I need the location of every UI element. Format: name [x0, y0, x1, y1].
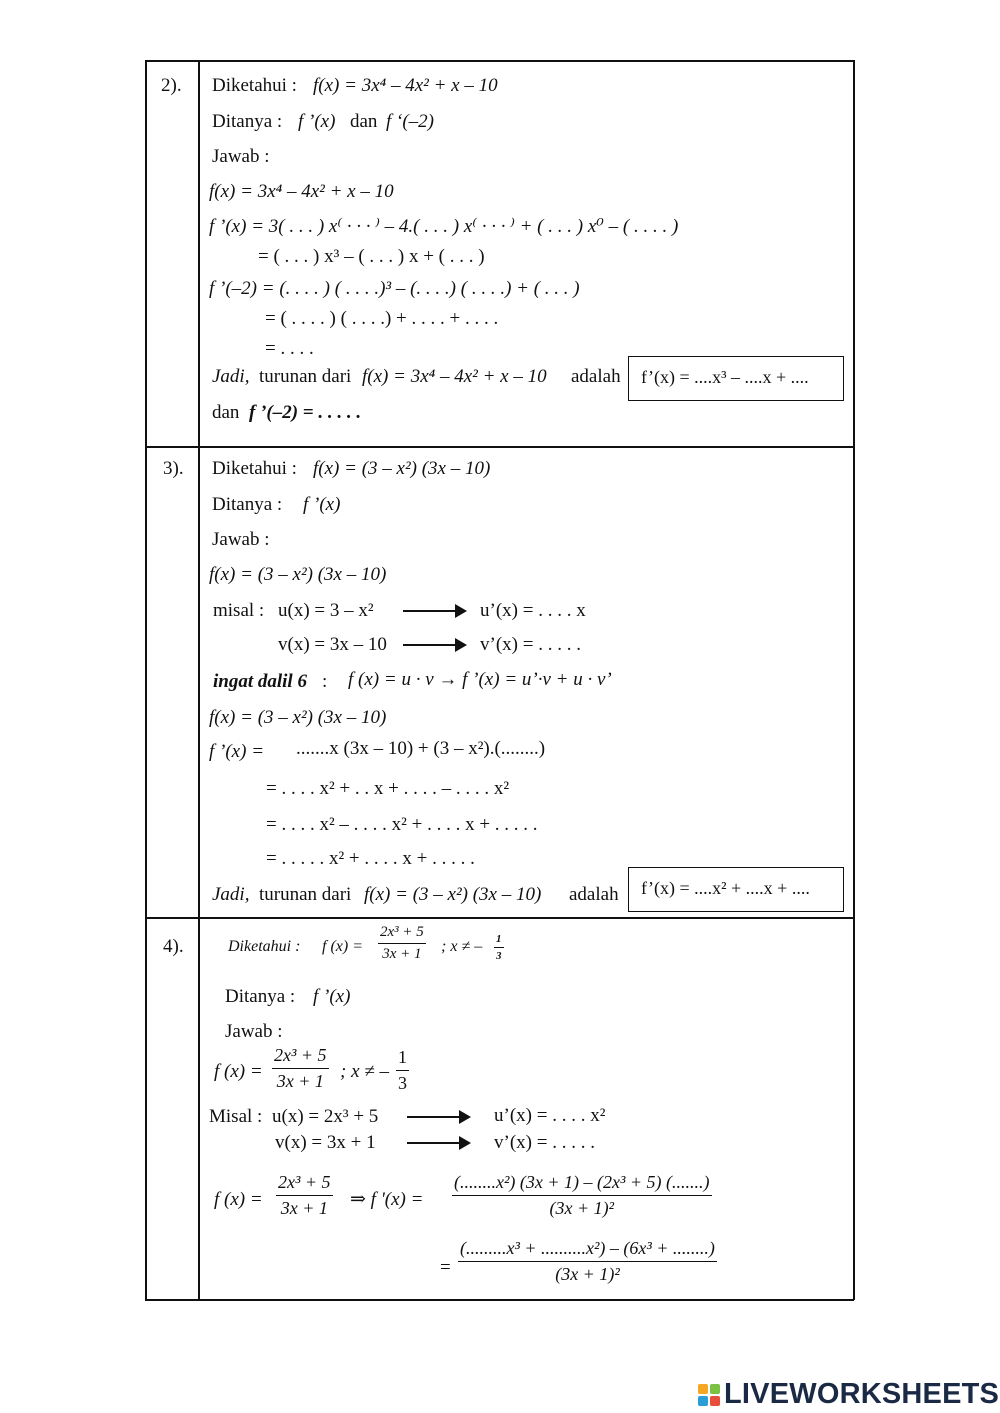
answer-label: Jawab : [212, 146, 270, 167]
implies-derivative: ⇒ f '(x) = [350, 1189, 424, 1210]
result-fraction [458, 1238, 717, 1285]
answer-label: Jawab : [225, 1021, 283, 1042]
work-line-2: f(x) = (3 – x²) (3x – 10) [209, 707, 387, 728]
given-condition: ; x ≠ – [441, 938, 483, 955]
quotient-fraction [276, 1172, 333, 1219]
function-fraction [272, 1045, 329, 1092]
asked-expression: f ’(x) [313, 986, 351, 1007]
liveworksheets-logo [698, 1378, 999, 1411]
v-definition: v(x) = 3x + 1 [275, 1132, 376, 1153]
step-line-2: = . . . . x² – . . . . x² + . . . . x + . . . . . [266, 814, 538, 835]
function-condition-numerator: 1 [396, 1047, 409, 1071]
rule-expression: f (x) = u · v → f ’(x) = u’·v + u · v’ [348, 669, 612, 690]
table-column-divider [198, 60, 200, 1300]
asked-expression: f ’(x) [303, 494, 341, 515]
conclusion-expression: f(x) = 3x⁴ – 4x² + x – 10 [362, 366, 547, 387]
u-definition: u(x) = 3 – x² [278, 600, 374, 621]
arrow-icon [407, 1116, 469, 1118]
given-numerator: 2x³ + 5 [378, 924, 426, 944]
equals-sign: = [440, 1257, 451, 1278]
conclusion-suffix: adalah [569, 884, 619, 905]
arrow-icon [407, 1142, 469, 1144]
answer-box[interactable] [628, 356, 844, 401]
asked-label: Ditanya : [212, 111, 283, 132]
logo-square-2 [710, 1384, 720, 1394]
row-number: 2). [161, 75, 182, 96]
rule-label: ingat dalil 6 [213, 671, 307, 692]
rule-colon: : [322, 671, 328, 692]
given-condition-fraction [494, 933, 504, 962]
given-label: Diketahui : [212, 75, 297, 96]
given-label: Diketahui : [212, 458, 297, 479]
conclusion-text: turunan dari [259, 366, 352, 387]
final-expression: f ’(–2) = . . . . . [249, 402, 362, 423]
table-bottom-border [145, 1299, 854, 1301]
derivative-fraction [452, 1172, 712, 1219]
work-line-1: f(x) = (3 – x²) (3x – 10) [209, 564, 387, 585]
work-line-5: = ( . . . . ) ( . . . .) + . . . . + . . . . [265, 308, 499, 329]
conclusion-prefix: Jadi, [212, 366, 250, 387]
asked-conjunction: dan [350, 111, 378, 132]
derivative-expression: .......x (3x – 10) + (3 – x²).(........) [296, 738, 546, 759]
conclusion-text: turunan dari [259, 884, 352, 905]
quotient-numerator: 2x³ + 5 [276, 1172, 333, 1196]
row-divider-2 [145, 917, 854, 919]
derivative-numerator: (........x²) (3x + 1) – (2x³ + 5) (.......) [452, 1172, 712, 1196]
asked-label: Ditanya : [225, 986, 296, 1007]
v-derivative: v’(x) = . . . . . [494, 1132, 595, 1153]
final-prefix: dan [212, 402, 240, 423]
misal-label: Misal : [209, 1106, 263, 1127]
table-right-border [853, 60, 855, 1300]
function-condition-denominator: 3 [398, 1073, 407, 1093]
answer-box-text: f’(x) = ....x² + ....x + .... [641, 878, 810, 898]
logo-wordmark: LIVEWORKSHEETS [724, 1378, 1000, 1410]
given-lhs: f (x) = [322, 938, 363, 955]
given-expression: f(x) = 3x⁴ – 4x² + x – 10 [313, 75, 498, 96]
derivative-denominator: (3x + 1)² [549, 1198, 615, 1218]
work-line-1: f(x) = 3x⁴ – 4x² + x – 10 [209, 181, 394, 202]
v-derivative: v’(x) = . . . . . [480, 634, 581, 655]
given-condition-denominator: 3 [496, 950, 502, 962]
row-number: 3). [163, 458, 184, 479]
asked-expression-2: f ‘(–2) [386, 111, 435, 132]
table-left-border [145, 60, 147, 1300]
function-numerator: 2x³ + 5 [272, 1045, 329, 1069]
quotient-denominator: 3x + 1 [280, 1198, 328, 1218]
step-line-3: = . . . . . x² + . . . . x + . . . . . [266, 848, 475, 869]
result-numerator: (.........x³ + ..........x²) – (6x³ + ........) [458, 1238, 717, 1262]
logo-mark-icon [698, 1384, 720, 1406]
conclusion-prefix: Jadi, [212, 884, 250, 905]
u-definition: u(x) = 2x³ + 5 [272, 1106, 379, 1127]
answer-label: Jawab : [212, 529, 270, 550]
function-condition-fraction [396, 1047, 409, 1094]
answer-box-text: f’(x) = ....x³ – ....x + .... [641, 367, 809, 387]
work-line-3: = ( . . . ) x³ – ( . . . ) x + ( . . . ) [258, 246, 485, 267]
work-line-6: = . . . . [265, 338, 314, 359]
function-condition: ; x ≠ – [340, 1061, 389, 1082]
function-denominator: 3x + 1 [276, 1071, 324, 1091]
misal-label: misal : [213, 600, 265, 621]
conclusion-expression: f(x) = (3 – x²) (3x – 10) [364, 884, 542, 905]
function-lhs: f (x) = [214, 1061, 263, 1082]
arrow-icon [403, 644, 465, 646]
u-derivative: u’(x) = . . . . x² [494, 1105, 606, 1126]
given-condition-numerator: 1 [494, 933, 504, 948]
step-line-1: = . . . . x² + . . x + . . . . – . . . . x² [266, 778, 510, 799]
arrow-icon [403, 610, 465, 612]
logo-square-3 [698, 1396, 708, 1406]
given-denominator: 3x + 1 [382, 946, 422, 962]
conclusion-suffix: adalah [571, 366, 621, 387]
given-fraction [378, 924, 426, 963]
v-definition: v(x) = 3x – 10 [278, 634, 387, 655]
asked-expression: f ’(x) [298, 111, 336, 132]
asked-label: Ditanya : [212, 494, 283, 515]
work-line-2: f ’(x) = 3( . . . ) x⁽ · · · ⁾ – 4.( . . . ) x⁽ · · · ⁾ + ( . . . ) x⁰ – ( . . . . ) [209, 216, 679, 237]
table-top-border [145, 60, 854, 62]
row-divider-1 [145, 446, 854, 448]
logo-square-1 [698, 1384, 708, 1394]
result-denominator: (3x + 1)² [555, 1264, 620, 1284]
given-label: Diketahui : [228, 938, 301, 955]
row-number: 4). [163, 936, 184, 957]
derivative-label: f ’(x) = [209, 741, 265, 762]
logo-square-4 [710, 1396, 720, 1406]
work-line-4: f ’(–2) = (. . . . ) ( . . . .)³ – (. . . .) ( . . . .) + ( . . . ) [209, 278, 580, 299]
given-expression: f(x) = (3 – x²) (3x – 10) [313, 458, 491, 479]
u-derivative: u’(x) = . . . . x [480, 600, 586, 621]
quotient-lhs: f (x) = [214, 1189, 263, 1210]
answer-box[interactable] [628, 867, 844, 912]
